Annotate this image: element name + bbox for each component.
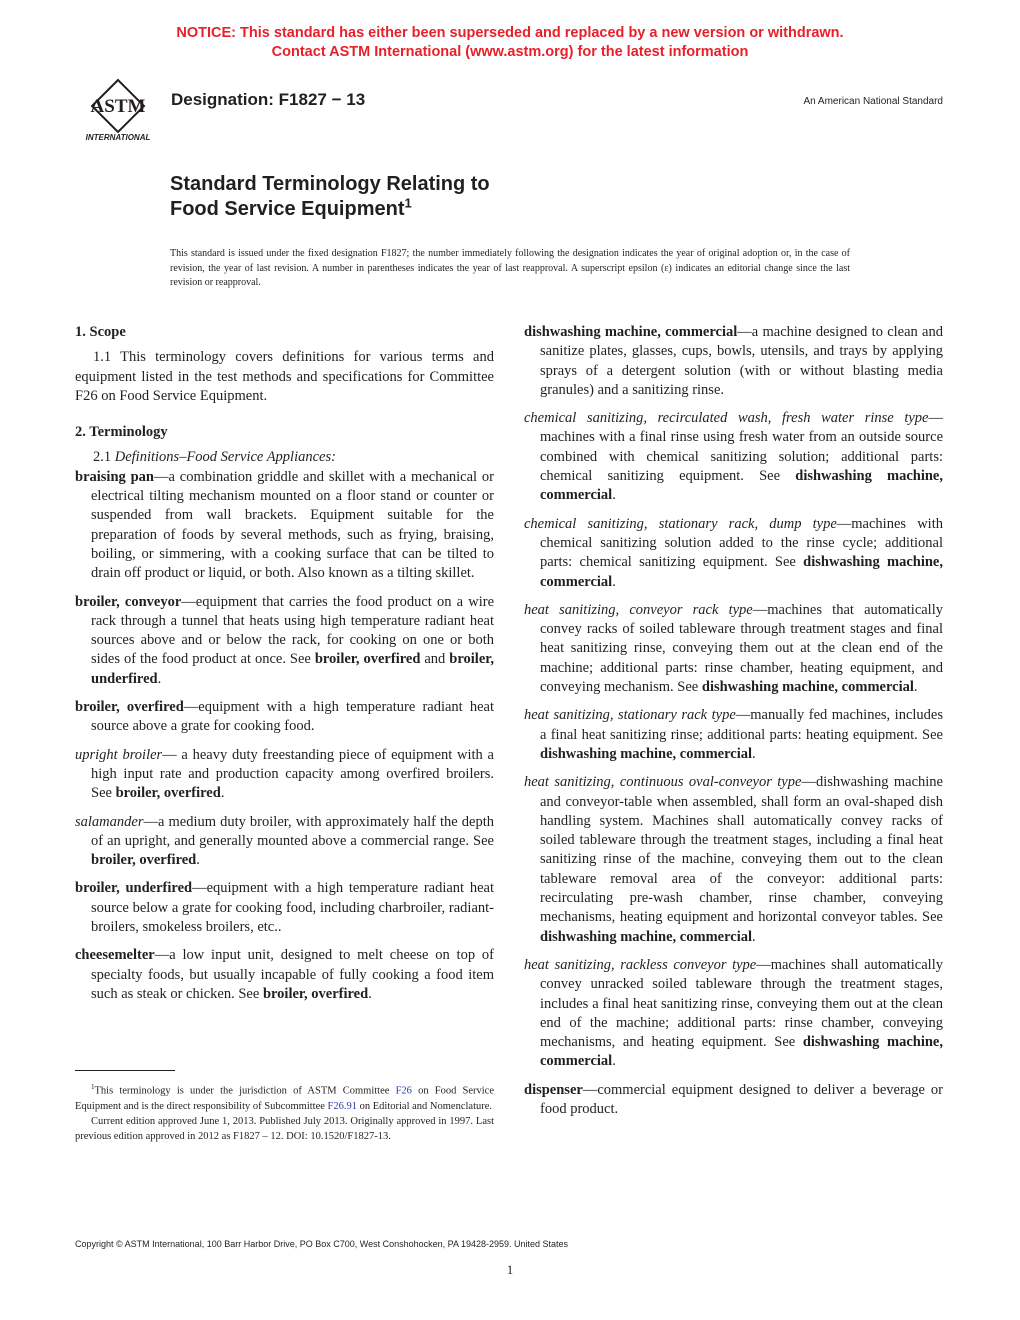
american-national-standard: An American National Standard [803,96,943,107]
term-connector: and [420,651,450,668]
astm-logo-icon [72,76,164,144]
term-reference: dishwashing machine, commercial [540,745,752,762]
terminology-sub-label: Definitions–Food Service Appliances: [114,449,336,466]
term-definition: —machines with a final rinse using fresh water from an outside source combined with chemical sanitizing solution; additional parts: chemical sanitizing equipment. See [540,410,943,485]
notice-line-2: Contact ASTM International (www.astm.org) for the latest information [271,44,749,60]
term-word: broiler, overfired [75,699,184,716]
term-reference: broiler, overfired [91,852,197,869]
term-reference: broiler, overfired [314,651,421,668]
scope-paragraph: 1.1 This terminology covers definitions for various terms and equipment listed in the test methods and specifications for Committee F26 on Food Service Equipment. [75,349,494,404]
term-word: broiler, conveyor [75,593,182,610]
term-chemical-stationary [524,515,943,592]
term-heat-oval [524,773,943,947]
term-end: . [368,985,372,1002]
footnote-text: on Editorial and Nomenclature. [357,1100,493,1112]
notice-line-1: NOTICE: This standard has either been superseded and replaced by a new version or withdrawn. [176,25,844,41]
copyright: Copyright © ASTM International, 100 Barr Harbor Drive, PO Box C700, West Conshohocken, PA 19428-2959. United States [75,1239,569,1249]
term-end: . [612,1053,616,1070]
term-salamander [75,813,494,871]
term-reference: broiler, overfired [262,985,369,1002]
link-f26[interactable]: F26 [395,1085,412,1097]
term-definition: —dishwashing machine and conveyor-table when assembled, shall form an oval-shaped dish handling system. Machines shall automatically convey racks of soiled tableware through the treatment stages, including a final heat sanitizing rinse of the machine, conveying them out to the clean tableware removal area of the conveyor: additional parts: recirculating pre-wash chamber, rinse chamber, conveying mechanisms, heating equipment and horizontal conveyor tables. See [540,774,943,926]
term-definition: —a low input unit, designed to melt cheese on top of specialty foods, but usually incapable of fully cooking a food item such as steak or chicken. See [91,947,494,1002]
term-definition: —a medium duty broiler, with approximately half the depth of an upright, and generally mounted above a commercial range. See [91,813,494,849]
terminology-heading: 2. Terminology [75,424,168,441]
term-word: chemical sanitizing, recirculated wash, fresh water rinse type [524,410,929,427]
footnote-text: on Food Service Equipment and is the direct responsibility of Subcommittee [75,1085,494,1112]
title-footnote-mark: 1 [404,195,412,211]
footnote-1 [75,1080,494,1114]
issued-note: This standard is issued under the fixed designation F1827; the number immediately following the designation indicates the year of original adoption or, in the case of revision, the year of last revision. A number in parentheses indicates the year of last reapproval. A superscript epsilon (ε) indicates an editorial change since the last revision or reapproval. [170,248,850,288]
term-reference: broiler, overfired [115,785,221,802]
term-definition: —machines that automatically convey racks of soiled tableware through treatment stages and final heat sanitizing rinse, conveying them out at the clean end of the machine; additional parts: rinse chamber, heating equipment, and conveying mechanism. See [540,601,943,696]
term-word: heat sanitizing, conveyor rack type [524,601,753,618]
term-end: . [752,928,756,945]
term-definition: —equipment that carries the food product on a wire rack through a tunnel that heats using high temperature radiant heat sources above and or below the rack, for cooking on one or both sides of the food product at once. See [91,593,494,668]
term-word: heat sanitizing, continuous oval-conveyor type [524,774,802,791]
title-line-2 [170,197,490,222]
term-word: heat sanitizing, stationary rack type [524,707,736,724]
logo-text: ASTM [90,96,146,117]
term-reference: dishwashing machine, commercial [540,928,752,945]
term-chemical-recirculated [524,409,943,505]
link-f26-91[interactable]: F26.91 [327,1100,358,1112]
term-reference: dishwashing machine, commercial [540,468,943,504]
term-word: salamander [75,813,144,830]
term-definition: —equipment with a high temperature radiant heat source below a grate for cooking food, including charbroiler, radiant-broilers, smokeless broilers, etc.. [91,880,495,936]
terminology-sub-num: 2.1 [93,449,115,466]
term-broiler-overfired [75,698,494,737]
term-definition: —machines with chemical sanitizing solution added to the rinse cycle; additional parts: chemical sanitizing equipment. See [540,515,943,571]
term-word: broiler, underfired [75,880,193,897]
notice-banner [0,24,1020,62]
term-heat-rackless [524,956,943,1072]
term-heat-conveyor [524,601,943,697]
term-braising-pan [75,468,494,584]
term-reference: dishwashing machine, commercial [701,679,914,696]
term-word: braising pan [75,468,154,485]
term-end: . [752,745,756,762]
term-upright-broiler [75,746,494,804]
term-word: cheesemelter [75,947,155,964]
term-reference: dishwashing machine, commercial [540,1034,943,1070]
term-cheesemelter [75,946,494,1004]
term-end: . [612,573,616,590]
term-word: upright broiler [75,746,163,763]
scope-heading: 1. Scope [75,324,126,340]
document-title [170,172,490,222]
designation: Designation: F1827 − 13 [171,90,366,109]
term-end: . [157,670,162,687]
page-number: 1 [506,1262,514,1277]
footnotes [75,1080,494,1144]
term-word: dishwashing machine, commercial [524,324,738,340]
term-definition: —a machine designed to clean and sanitize plates, glasses, cups, bowls, utensils, and trays by applying sprays of a detergent solution (with or without blasting media granules) and a sanitizing rinse. [540,324,943,398]
term-broiler-underfired [75,879,494,937]
footnote-divider [75,1070,175,1071]
term-end: . [913,679,918,696]
term-reference: dishwashing machine, commercial [540,554,943,590]
term-word: heat sanitizing, rackless conveyor type [524,956,757,973]
term-dispenser [524,1081,943,1120]
term-end: . [220,785,225,802]
footnote-mark: 1 [91,1083,95,1091]
term-word: chemical sanitizing, stationary rack, dump type [524,515,837,532]
term-definition: —manually fed machines, includes a final heat sanitizing rinse; additional parts: heating equipment. See [540,707,943,743]
term-end: . [196,852,200,869]
footnote-edition: Current edition approved June 1, 2013. Published July 2013. Originally approved in 1997. Last previous edition approved in 2012 as F1827 – 12. DOI: 10.1520/F1827-13. [75,1115,494,1142]
term-heat-stationary [524,706,943,764]
right-column [524,323,943,1128]
term-broiler-conveyor [75,593,494,689]
left-column [75,323,494,1013]
term-dishwashing-machine [524,323,943,400]
term-definition: —commercial equipment designed to deliver a beverage or food product. [540,1081,943,1117]
title-line-1: Standard Terminology Relating to [170,173,490,195]
term-end: . [612,487,616,504]
term-word: dispenser [524,1081,583,1098]
term-definition: —a combination griddle and skillet with a mechanical or electrical tilting mechanism mounted on a floor stand or counter or suspended from wall brackets. Equipment suitable for the preparation of foods by several methods, such as frying, braising, boiling, or simmering, with a cooking surface that can be tilted to drain off product or liquid, or both. Also known as a tilting skillet. [91,468,494,582]
term-definition: —equipment with a high temperature radiant heat source above a grate for cooking food. [91,699,494,735]
terminology-subheading [75,448,494,467]
footnote-text: This terminology is under the jurisdiction of ASTM Committee [94,1085,396,1097]
term-reference: broiler, underfired [91,651,494,687]
term-definition: — a heavy duty freestanding piece of equipment with a high input rate and production capacity among overfired broilers. See [91,746,494,802]
logo-subtext: INTERNATIONAL [85,133,151,142]
title-line-2-text: Food Service Equipment [170,198,405,220]
term-definition: —machines shall automatically convey unracked soiled tableware through the treatment stages, includes a final heat sanitizing rinse, conveying them out at the clean end of the machine; additional parts: rinse chamber, conveying mechanisms, and heating equipment. See [540,956,943,1051]
